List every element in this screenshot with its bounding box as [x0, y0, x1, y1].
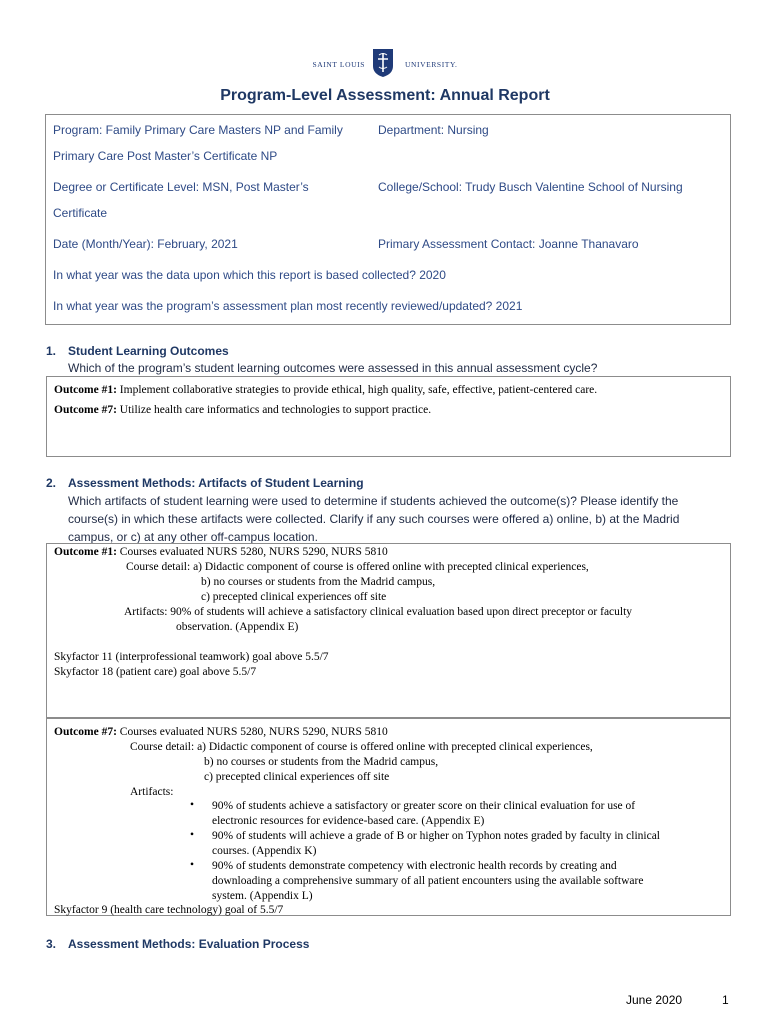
artifacts-outcome-1-course-list: Courses evaluated NURS 5280, NURS 5290, NURS 5810	[116, 546, 388, 558]
o7-skyfactor-9: Skyfactor 9 (health care technology) goal of 5.5/7	[54, 904, 284, 916]
section-2-question-line2: course(s) in which these artifacts were collected. Clarify if any such courses were offered a) online, b) at the Madrid	[68, 512, 680, 526]
footer-date: June 2020	[626, 993, 683, 1007]
section-1-number: 1.	[46, 344, 57, 358]
section-3-heading	[46, 937, 309, 951]
date-field: Date (Month/Year): February, 2021	[53, 237, 238, 251]
o7-detail-c: c) precepted clinical experiences off site	[204, 771, 390, 783]
section-1-title: Student Learning Outcomes	[68, 344, 229, 358]
artifacts-outcome-1-label: Outcome #1:	[54, 546, 117, 558]
o7-detail-b: b) no courses or students from the Madrid campus,	[204, 756, 439, 768]
o7-artifacts-label: Artifacts:	[130, 786, 174, 798]
shield-icon	[372, 48, 394, 78]
department-field: Department: Nursing	[378, 123, 489, 137]
outcome-7-text: Utilize health care informatics and technologies to support practice.	[116, 404, 432, 416]
section-2-number: 2.	[46, 476, 57, 490]
plan-year-field: In what year was the program’s assessment plan most recently reviewed/updated? 2021	[53, 299, 523, 313]
program-field: Program: Family Primary Care Masters NP and Family	[53, 123, 343, 137]
o7-bullet-3-line1: 90% of students demonstrate competency with electronic health records by creating and	[212, 860, 617, 872]
o1-detail-b: b) no courses or students from the Madrid campus,	[201, 576, 436, 588]
section-2-title: Assessment Methods: Artifacts of Student Learning	[68, 476, 364, 490]
o7-bullet-1-line1: 90% of students achieve a satisfactory or greater score on their clinical evaluation for use of	[212, 800, 636, 812]
section-1-heading	[46, 344, 229, 358]
contact-field: Primary Assessment Contact: Joanne Thanavaro	[378, 237, 639, 251]
o7-bullet-3-line3: system. (Appendix L)	[212, 890, 313, 902]
o7-bullet-1-line2: electronic resources for evidence-based care. (Appendix E)	[212, 815, 485, 827]
artifacts-outcome-7-label: Outcome #7:	[54, 726, 117, 738]
o7-detail-a: Course detail: a) Didactic component of course is offered online with precepted clinical experiences,	[130, 741, 593, 753]
section-3-title: Assessment Methods: Evaluation Process	[68, 937, 310, 951]
section-1-question: Which of the program’s student learning outcomes were assessed in this annual assessment cycle?	[68, 361, 598, 375]
outcome-7-label: Outcome #7:	[54, 404, 117, 416]
logo-text-right: UNIVERSITY.	[405, 60, 458, 69]
page-number: 1	[722, 993, 729, 1007]
o7-bullet-3-line2: downloading a comprehensive summary of all patient encounters using the available software	[212, 875, 644, 887]
o1-skyfactor-18: Skyfactor 18 (patient care) goal above 5.5/7	[54, 666, 257, 678]
university-logo	[0, 46, 770, 82]
logo-text-left: SAINT LOUIS	[312, 60, 365, 69]
artifacts-outcome-1-courses	[54, 545, 388, 560]
page-title: Program-Level Assessment: Annual Report	[220, 87, 550, 104]
program-info-box	[45, 114, 731, 325]
outcome-1-label: Outcome #1:	[54, 384, 117, 396]
data-year-field: In what year was the data upon which this report is based collected? 2020	[53, 268, 446, 282]
o1-artifacts-line2: observation. (Appendix E)	[176, 621, 299, 633]
degree-field-continued: Certificate	[53, 206, 108, 220]
o7-bullet-2-line2: courses. (Appendix K)	[212, 845, 317, 857]
degree-field: Degree or Certificate Level: MSN, Post Master’s	[53, 180, 309, 194]
section-2-question-line1: Which artifacts of student learning were used to determine if students achieved the outcome(s)? Please identify the	[68, 494, 679, 508]
program-field-continued: Primary Care Post Master’s Certificate NP	[53, 149, 278, 163]
outcome-1	[54, 383, 597, 398]
o7-bullet-2-line1: 90% of students will achieve a grade of B or higher on Typhon notes graded by faculty in clinical	[212, 830, 661, 842]
artifacts-outcome-7-course-list: Courses evaluated NURS 5280, NURS 5290, NURS 5810	[116, 726, 388, 738]
outcome-1-text: Implement collaborative strategies to provide ethical, high quality, safe, effective, patient-centered care.	[116, 384, 598, 396]
section-2-question-line3: campus, or c) at any other off-campus location.	[68, 530, 318, 544]
artifacts-outcome-7-courses	[54, 725, 388, 740]
o1-detail-c: c) precepted clinical experiences off site	[201, 591, 387, 603]
bullet-3: •	[190, 859, 195, 871]
o1-detail-a: Course detail: a) Didactic component of course is offered online with precepted clinical experiences,	[126, 561, 589, 573]
o1-artifacts-line1: Artifacts: 90% of students will achieve a satisfactory clinical evaluation based upon direct preceptor or faculty	[124, 606, 633, 618]
section-3-number: 3.	[46, 937, 57, 951]
outcome-7	[54, 403, 431, 418]
o1-skyfactor-11: Skyfactor 11 (interprofessional teamwork) goal above 5.5/7	[54, 651, 329, 663]
bullet-2: •	[190, 829, 195, 841]
section-2-heading	[46, 476, 364, 490]
bullet-1: •	[190, 799, 195, 811]
college-field: College/School: Trudy Busch Valentine School of Nursing	[378, 180, 683, 194]
